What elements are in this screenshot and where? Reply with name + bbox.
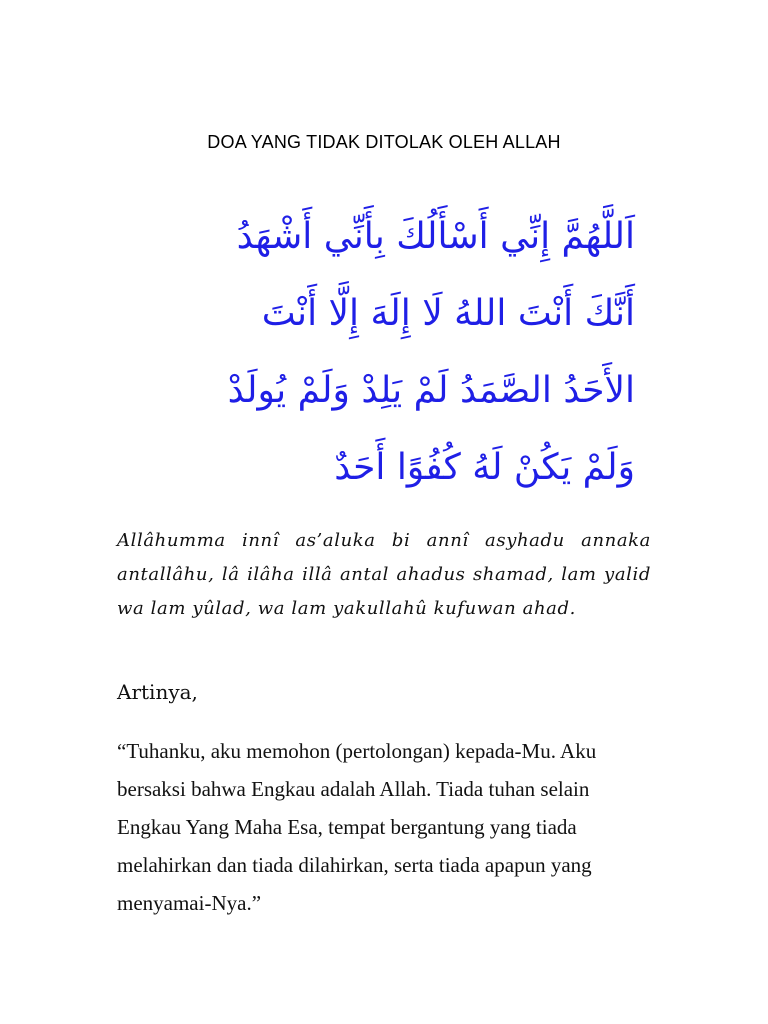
arabic-line: وَلَمْ يَكُنْ لَهُ كُفُوًا أَحَدٌ xyxy=(334,447,635,488)
meaning-paragraph: “Tuhanku, aku memohon (pertolongan) kepada-Mu. Aku bersaksi bahwa Engkau adalah Allah. Tiada tuhan selain Engkau Yang Maha Esa, tempat bergantung yang tiada melahirkan dan tiada dilahirkan, serta tiada apapun yang menyamai-Nya.” xyxy=(117,739,597,915)
document-title: DOA YANG TIDAK DITOLAK OLEH ALLAH xyxy=(207,132,561,152)
arabic-line: اَللَّهُمَّ إِنِّي أَسْأَلُكَ بِأَنِّي أَشْهَدُ xyxy=(236,216,635,257)
transliteration-paragraph: Allâhumma innî as’aluka bi annî asyhadu annaka antallâhu, lâ ilâha illâ antal ahadus shamad, lam yalid wa lam yûlad, wa lam yakullahû kufuwan ahad. xyxy=(117,530,651,619)
arabic-prayer xyxy=(115,198,635,506)
artinya-label: Artinya, xyxy=(117,680,198,704)
arabic-line: أَنَّكَ أَنْتَ اللهُ لَا إِلَهَ إِلَّا أَنْتَ xyxy=(261,293,635,334)
arabic-line: الأَحَدُ الصَّمَدُ لَمْ يَلِدْ وَلَمْ يُولَدْ xyxy=(227,370,635,411)
